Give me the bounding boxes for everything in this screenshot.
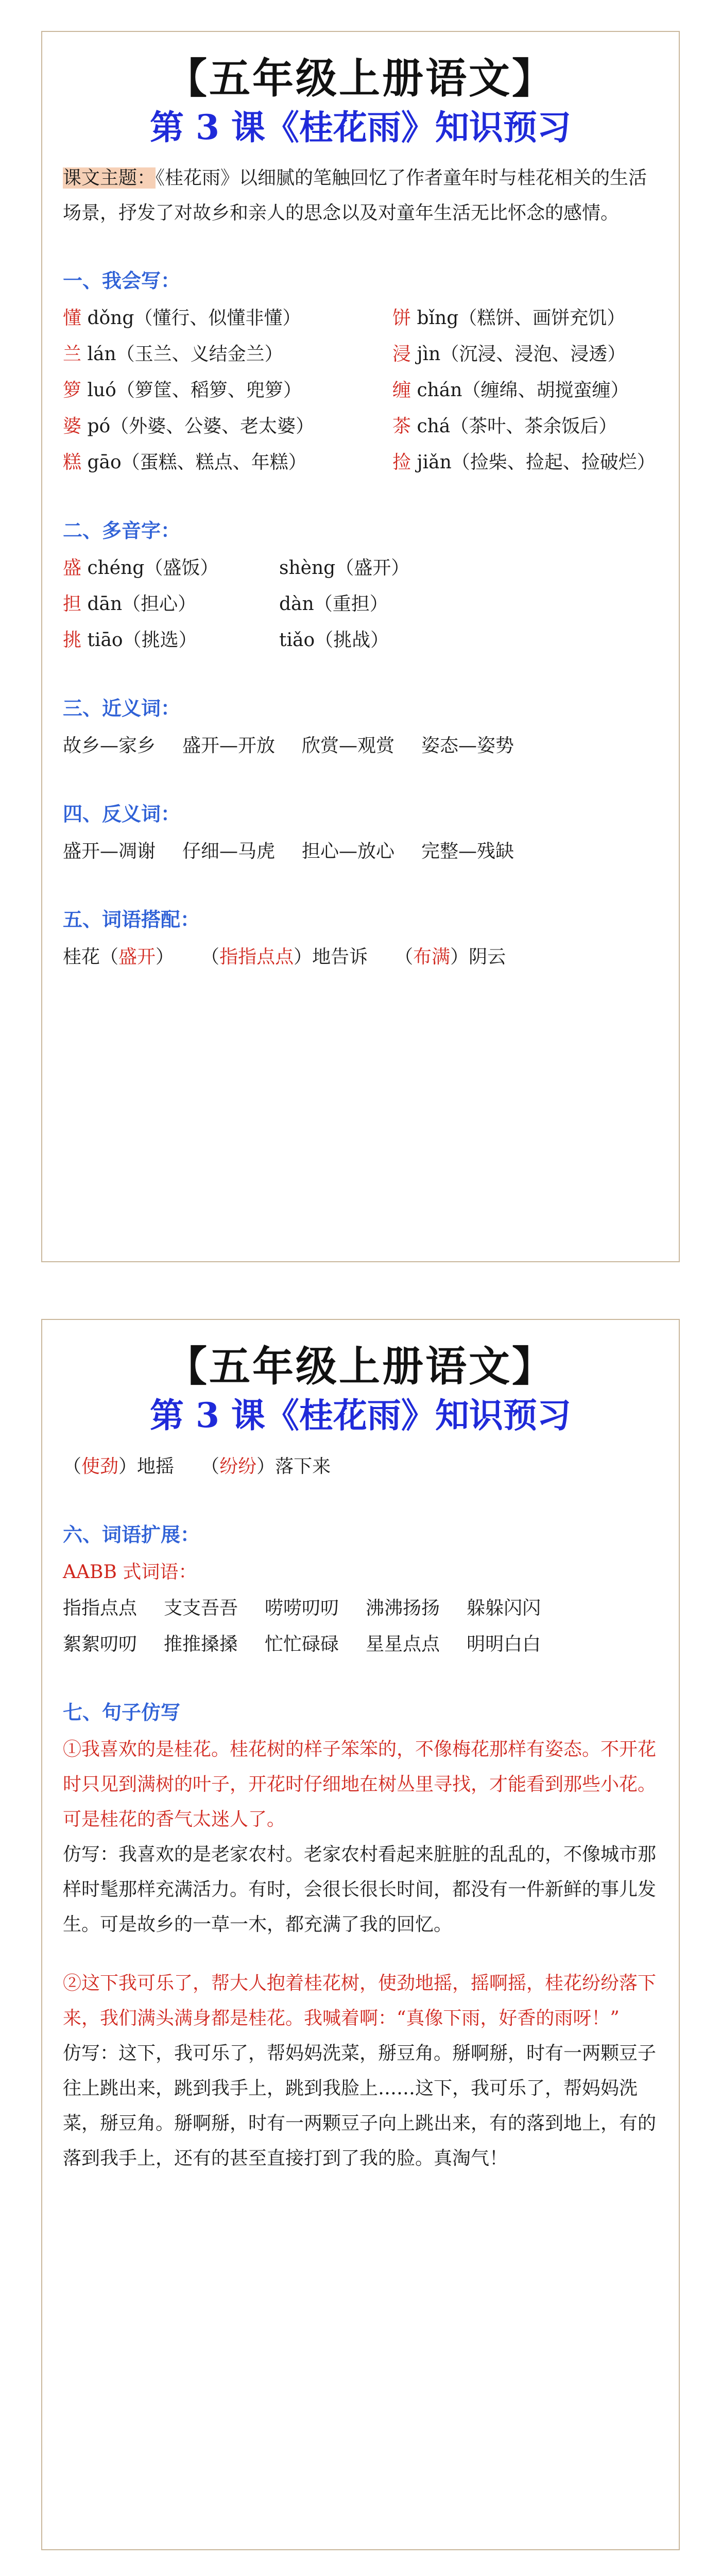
section-title-synonyms: 三、近义词： <box>63 697 181 720</box>
aabb-word: 躲躲闪闪 <box>467 1598 541 1619</box>
write-row <box>63 372 658 409</box>
reading-b: shèng（盛开） <box>279 557 410 579</box>
aabb-word: 推推搡搡 <box>164 1634 238 1655</box>
char-words: pó（外婆、公婆、老太婆） <box>81 416 315 437</box>
aabb-word: 指指点点 <box>63 1598 138 1619</box>
collocation: （使劲）地摇 <box>63 1456 175 1477</box>
aabb-row <box>63 1590 658 1626</box>
section-title-antonyms: 四、反义词： <box>63 802 181 825</box>
lesson-subtitle: 第 3 课《桂花雨》知识预习 <box>150 107 571 147</box>
word-pair: 姿态—姿势 <box>421 735 514 756</box>
collocation-list <box>63 1449 658 1485</box>
word-pair: 故乡—家乡 <box>63 735 156 756</box>
char-words: jìn（沉浸、浸泡、浸透） <box>411 344 626 365</box>
char-words: dǒng（懂行、似懂非懂） <box>81 308 301 329</box>
write-row <box>63 409 658 445</box>
aabb-word: 星星点点 <box>366 1634 440 1655</box>
word-pair: 仔细—马虎 <box>182 841 276 862</box>
char: 婆 <box>63 416 82 437</box>
synonym-list <box>63 728 658 764</box>
collocation: （布满）阴云 <box>394 946 506 968</box>
char: 捡 <box>392 452 411 473</box>
collocation: （纷纷）落下来 <box>201 1456 331 1477</box>
char-words: lán（玉兰、义结金兰） <box>81 344 283 365</box>
page-1 <box>41 31 680 1262</box>
page-title: 【五年级上册语文】 <box>166 1342 555 1391</box>
model-sentence-2: ②这下我可乐了，帮大人抱着桂花树，使劲地摇，摇啊摇，桂花纷纷落下来，我们满头满身都是桂花。我喊着啊：“真像下雨，好香的雨呀！” <box>63 1973 657 2029</box>
char-words: gāo（蛋糕、糕点、年糕） <box>81 452 307 473</box>
theme-paragraph <box>63 161 658 231</box>
write-row <box>63 300 658 336</box>
collocation-list <box>63 939 658 975</box>
char-words: jiǎn（捡柴、捡起、捡破烂） <box>411 452 656 473</box>
aabb-word: 絮絮叨叨 <box>63 1634 138 1655</box>
word-pair: 担心—放心 <box>302 841 395 862</box>
aabb-word: 沸沸扬扬 <box>366 1598 440 1619</box>
write-row <box>63 445 658 481</box>
page-2 <box>41 1319 680 2550</box>
char-words: chá（茶叶、茶余饭后） <box>411 416 617 437</box>
aabb-word: 忙忙碌碌 <box>265 1634 339 1655</box>
polyphone-list <box>63 550 658 658</box>
model-sentence-1: ①我喜欢的是桂花。桂花树的样子笨笨的，不像梅花那样有姿态。不开花时只见到满树的叶子，开花时仔细地在树丛里寻找，才能看到那些小花。可是桂花的香气太迷人了。 <box>63 1739 657 1830</box>
char: 盛 <box>63 557 82 579</box>
aabb-word: 支支吾吾 <box>164 1598 238 1619</box>
word-pair: 欣赏—观赏 <box>302 735 395 756</box>
theme-text: 《桂花雨》以细腻的笔触回忆了作者童年时与桂花相关的生活场景，抒发了对故乡和亲人的思念以及对童年生活无比怀念的感情。 <box>63 167 647 224</box>
section-title-write: 一、我会写： <box>63 269 181 292</box>
word-pair: 盛开—凋谢 <box>63 841 156 862</box>
char-words: bǐng（糕饼、画饼充饥） <box>411 308 626 329</box>
word-pair: 盛开—开放 <box>182 735 276 756</box>
char-words: luó（箩筐、稻箩、兜箩） <box>81 380 302 401</box>
reading-a: chéng（盛饭） <box>81 557 219 579</box>
theme-label: 课文主题： <box>63 167 156 189</box>
char: 浸 <box>392 344 411 365</box>
char: 挑 <box>63 630 82 651</box>
collocation: （指指点点）地告诉 <box>201 946 368 968</box>
section-title-expansion: 六、词语扩展： <box>63 1523 200 1546</box>
section-title-polyphone: 二、多音字： <box>63 519 181 542</box>
char: 懂 <box>63 308 82 329</box>
imitation-2: 仿写：这下，我可乐了，帮妈妈洗菜，掰豆角。掰啊掰，时有一两颗豆子往上跳出来，跳到我手上，跳到我脸上……这下，我可乐了，帮妈妈洗菜，掰豆角。掰啊掰，时有一两颗豆子向上跳出来，有的落到地上，有的落到我手上，还有的甚至直接打到了我的脸。真淘气！ <box>63 2043 657 2169</box>
reading-b: tiǎo（挑战） <box>279 630 389 651</box>
aabb-word: 唠唠叨叨 <box>265 1598 339 1619</box>
aabb-row <box>63 1626 658 1663</box>
word-pair: 完整—残缺 <box>421 841 514 862</box>
char: 糕 <box>63 452 82 473</box>
char: 箩 <box>63 380 82 401</box>
char: 兰 <box>63 344 82 365</box>
imitation-1: 仿写：我喜欢的是老家农村。老家农村看起来脏脏的乱乱的，不像城市那样时髦那样充满活力。有时，会很长很长时间，都没有一件新鲜的事儿发生。可是故乡的一草一木，都充满了我的回忆。 <box>63 1844 657 1935</box>
write-list <box>63 300 658 481</box>
collocation: 桂花（盛开） <box>63 946 175 968</box>
aabb-heading: AABB 式词语： <box>63 1562 197 1583</box>
lesson-subtitle: 第 3 课《桂花雨》知识预习 <box>150 1395 571 1435</box>
reading-a: dān（担心） <box>81 594 197 615</box>
polyphone-row <box>63 622 658 658</box>
char: 茶 <box>392 416 411 437</box>
polyphone-row <box>63 550 658 586</box>
char-words: chán（缠绵、胡搅蛮缠） <box>411 380 629 401</box>
char: 担 <box>63 594 82 615</box>
page-title: 【五年级上册语文】 <box>166 54 555 103</box>
reading-a: tiāo（挑选） <box>81 630 197 651</box>
char: 缠 <box>392 380 411 401</box>
char: 饼 <box>392 308 411 329</box>
write-row <box>63 336 658 372</box>
antonym-list <box>63 834 658 870</box>
reading-b: dàn（重担） <box>279 594 388 615</box>
aabb-word: 明明白白 <box>467 1634 541 1655</box>
polyphone-row <box>63 586 658 622</box>
section-title-imitation: 七、句子仿写 <box>63 1701 181 1724</box>
section-title-collocation: 五、词语搭配： <box>63 908 200 931</box>
